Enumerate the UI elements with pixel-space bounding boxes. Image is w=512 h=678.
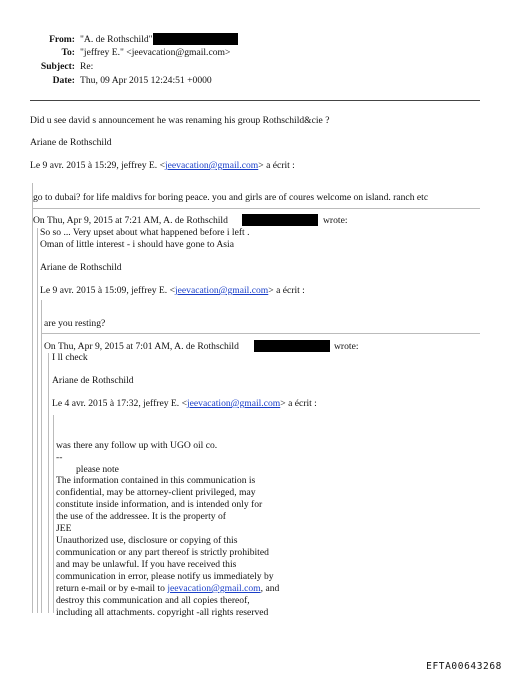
message-line: are you resting? [44, 318, 106, 329]
message-line: go to dubai? for life maldivs for boring peace. you and girls are of coures welcome on island. ranch etc [33, 192, 429, 203]
subject-value: Re: [80, 61, 94, 72]
disclaimer-line: including all attachments. copyright -all rights reserved [56, 607, 269, 618]
disclaimer-line: the use of the addressee. It is the property of [56, 511, 226, 522]
quote-header: On Thu, Apr 9, 2015 at 7:01 AM, A. de Rothschild [44, 341, 239, 352]
disclaimer-line: communication or any part thereof is strictly prohibited [56, 547, 269, 558]
quote-header: Le 4 avr. 2015 à 17:32, jeffrey E. <jeevacation@gmail.com> a écrit : [52, 398, 317, 409]
to-label: To: [61, 47, 75, 58]
signature: Ariane de Rothschild [30, 137, 112, 148]
disclaimer-line: Unauthorized use, disclosure or copying of this [56, 535, 238, 546]
header-divider [30, 100, 480, 101]
disclaimer-line: confidential, may be attorney-client privileged, may [56, 487, 256, 498]
quote-bar [37, 228, 38, 613]
email-link[interactable]: jeevacation@gmail.com [164, 160, 259, 171]
date-label: Date: [52, 75, 75, 86]
quote-separator [32, 208, 480, 209]
to-value: "jeffrey E." <jeevacation@gmail.com> [80, 47, 231, 58]
please-note: please note [76, 464, 119, 475]
signature: Ariane de Rothschild [40, 262, 122, 273]
message-line: So so ... Very upset about what happened before i left . [40, 227, 250, 238]
quote-bar [41, 300, 42, 613]
signature-dashes: -- [56, 452, 63, 463]
disclaimer-line: The information contained in this communication is [56, 475, 256, 486]
quote-header-wrote: wrote: [323, 215, 348, 226]
signature: Ariane de Rothschild [52, 375, 134, 386]
disclaimer-line: communication in error, please notify us immediately by [56, 571, 274, 582]
quote-bar [53, 415, 54, 613]
quote-header-wrote: wrote: [334, 341, 359, 352]
redaction-box [254, 340, 330, 352]
email-link[interactable]: jeevacation@gmail.com [167, 583, 261, 594]
quote-separator [41, 333, 480, 334]
message-line: I ll check [52, 352, 88, 363]
quote-header: On Thu, Apr 9, 2015 at 7:21 AM, A. de Rothschild [33, 215, 228, 226]
subject-label: Subject: [40, 61, 75, 72]
disclaimer-line: destroy this communication and all copies thereof, [56, 595, 250, 606]
email-link[interactable]: jeevacation@gmail.com [186, 398, 281, 409]
redaction-box [242, 214, 318, 226]
email-link[interactable]: jeevacation@gmail.com [174, 285, 269, 296]
message-line: Did u see david s announcement he was renaming his group Rothschild&cie ? [30, 115, 330, 126]
disclaimer-line: return e-mail or by e-mail to jeevacation@gmail.com, and [56, 583, 280, 594]
quote-header: Le 9 avr. 2015 à 15:09, jeffrey E. <jeevacation@gmail.com> a écrit : [40, 285, 305, 296]
from-value: "A. de Rothschild" [80, 34, 153, 45]
redaction-box [153, 33, 238, 45]
quote-bar [32, 183, 33, 613]
bates-number: EFTA00643268 [426, 661, 502, 672]
message-line: Oman of little interest - i should have gone to Asia [40, 239, 234, 250]
disclaimer-line: JEE [56, 523, 72, 534]
disclaimer-line: constitute inside information, and is intended only for [56, 499, 263, 510]
message-line: was there any follow up with UGO oil co. [56, 440, 218, 451]
date-value: Thu, 09 Apr 2015 12:24:51 +0000 [80, 75, 212, 86]
disclaimer-line: and may be unlawful. If you have received this [56, 559, 237, 570]
quote-bar [48, 353, 49, 613]
from-label: From: [49, 34, 75, 45]
quote-header: Le 9 avr. 2015 à 15:29, jeffrey E. <jeevacation@gmail.com> a écrit : [30, 160, 295, 171]
